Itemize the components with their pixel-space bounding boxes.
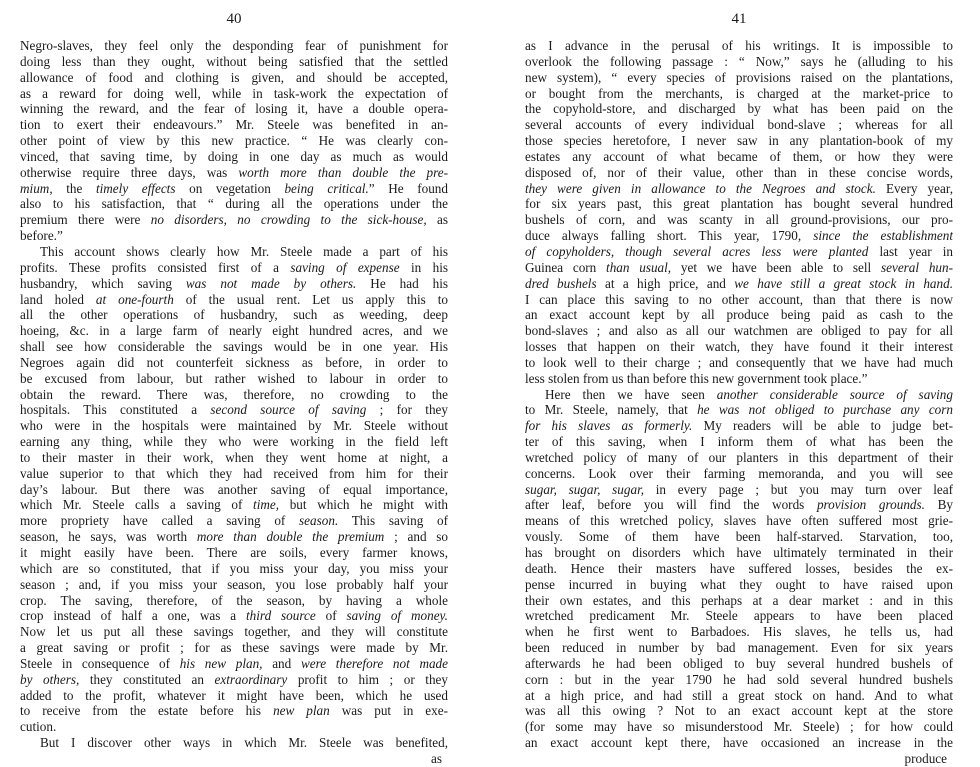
text-line: season, he says, was worth more than double the premium ; and so — [20, 529, 448, 545]
text-line: been reduced in number by bad management. Even for six years — [525, 640, 953, 656]
text-line: to look well to their charge ; and consequently that we have had much — [525, 354, 953, 370]
right-page — [525, 0, 953, 766]
text-line: wretched policy of many of our planters in this department of their — [525, 449, 953, 465]
text-line: vously. Some of them have been half-starved. Starvation, too, — [525, 529, 953, 545]
text-line: crop. The saving, therefore, of the season, by having a whole — [20, 592, 448, 608]
text-line: those species heretofore, I never saw in any plantation-book of my — [525, 133, 953, 149]
text-line: otherwise require three days, was worth more than double the pre- — [20, 164, 448, 180]
text-line: as a reward for doing well, while in task-work the expectation of — [20, 85, 448, 101]
page-text — [20, 38, 448, 767]
text-line: obtain the reward. There was, therefore, no crowding to the — [20, 386, 448, 402]
text-line: Steele in consequence of his new plan, and were therefore not made — [20, 655, 448, 671]
text-line: a great saving or profit ; for as these savings were made by Mr. — [20, 640, 448, 656]
text-line: But I discover other ways in which Mr. Steele was benefited, — [40, 735, 448, 751]
text-line: means of this wretched policy, slaves have often suffered most grie- — [525, 513, 953, 529]
text-line: or bought from the merchants, is charged at the market-price to — [525, 85, 953, 101]
text-line: after leaf, before you will find the words provision grounds. By — [525, 497, 953, 513]
text-line: when he first went to Barbadoes. His slaves, he tells us, had — [525, 624, 953, 640]
text-line: which Mr. Steele calls a saving of time, but which he might with — [20, 497, 448, 513]
text-line: also to his satisfaction, that “ during all the operations under the — [20, 196, 448, 212]
text-line: an exact account kept there, have occasioned an increase in the — [525, 735, 953, 751]
page-text — [525, 38, 953, 767]
text-line: Now let us put all these savings together, and they will constitute — [20, 624, 448, 640]
left-page — [20, 0, 448, 766]
text-line: Guinea corn than usual, yet we have been able to sell several hun- — [525, 259, 953, 275]
text-line: shall see how considerable the savings would be in one year. His — [20, 339, 448, 355]
text-line: allowance of food and clothing is given, and should be accepted, — [20, 69, 448, 85]
text-line: estates any account of what became of them, or how they were — [525, 148, 953, 164]
text-line: as I advance in the perusal of his writings. It is impossible to — [525, 38, 953, 53]
text-line: pense incurred in buying what they ought to have raised upon — [525, 576, 953, 592]
text-line: bond-slaves ; and also as all our watchmen are obliged to pay for all — [525, 323, 953, 339]
text-line: This account shows clearly how Mr. Steele made a part of his — [40, 243, 448, 259]
catchword: as — [431, 750, 442, 766]
text-line: duce always falling short. This year, 1790, since the establishment — [525, 228, 953, 244]
text-line: bushels of corn, and was scanty in all ground-provisions, our pro- — [525, 212, 953, 228]
page-number: 40 — [226, 11, 242, 27]
text-line: husbandry, which saving was not made by others. He had his — [20, 275, 448, 291]
text-line: to Mr. Steele, namely, that he was not obliged to purchase any corn — [525, 402, 953, 418]
text-line: I can place this saving to no other account, than that there is now — [525, 291, 953, 307]
text-line: for six years past, this great plantation has bought several hundred — [525, 196, 953, 212]
text-line: dred bushels at a high price, and we have still a great stock in hand. — [525, 275, 953, 291]
text-line: was all this owing ? Not to an exact account kept at the store — [525, 703, 953, 719]
text-line: earning any thing, while they who were working in the field left — [20, 434, 448, 450]
text-line: doing less than they ought, without being satisfied that the settled — [20, 53, 448, 69]
text-line: profits. These profits consisted first of a saving of expense in his — [20, 259, 448, 275]
text-line: winning the reward, and the fear of losing it, have a double opera- — [20, 101, 448, 117]
text-line: to their master in their work, when they went home at night, a — [20, 449, 448, 465]
text-line: less stolen from us than before this new government took place.” — [525, 370, 868, 386]
text-line: sugar, sugar, sugar, in every page ; but you may turn over leaf — [525, 481, 953, 497]
text-line: who were in the hospitals were maintained by Mr. Steele without — [20, 418, 448, 434]
text-line: hospitals. This constituted a second source of saving ; for they — [20, 402, 448, 418]
text-line: has brought on disorders which have ultimately terminated in their — [525, 545, 953, 560]
text-line: Negroes again did not counterfeit sickness as before, in order to — [20, 354, 448, 370]
text-line: be excused from labour, but rather wished to labour in order to — [20, 370, 448, 386]
page-number: 41 — [731, 11, 747, 27]
text-line: several accounts of every individual bond-slave ; whereas for all — [525, 117, 953, 133]
text-line: vinced, that saving time, by doing in one day as much as would — [20, 148, 448, 164]
text-line: more propriety have called a saving of season. This saving of — [20, 513, 448, 529]
text-line: an exact account kept by all produce being paid as cash to the — [525, 307, 953, 323]
text-line: other point of view by this new practice. “ He was clearly con- — [20, 133, 448, 149]
text-line: their own estates, and this perhaps at a dear market : and in this — [525, 592, 953, 608]
text-line: new system), “ every species of provisions raised on the plantations, — [525, 69, 953, 85]
text-line: Negro-slaves, they feel only the desponding fear of punishment for — [20, 38, 448, 53]
text-line: land holed at one-fourth of the usual rent. Let us apply this to — [20, 291, 448, 307]
text-line: before.” — [20, 228, 63, 244]
text-line: all the other operations of husbandry, such as weeding, deep — [20, 307, 448, 323]
text-line: for his slaves as formerly. My readers will be able to judge bet- — [525, 418, 953, 434]
text-line: it might easily have been. There are soils, every farmer knows, — [20, 545, 448, 560]
text-line: cution. — [20, 719, 57, 735]
text-line: day’s labour. But there was another saving of equal importance, — [20, 481, 448, 497]
text-line: crop instead of half a one, was a third source of saving of money. — [20, 608, 448, 624]
text-line: wretched predicament Mr. Steele appears to have been placed — [525, 608, 953, 624]
text-line: at a high price, and had still a great stock on hand. And to what — [525, 687, 953, 703]
catchword: produce — [904, 750, 947, 766]
text-line: (for some may have so misunderstood Mr. Steele) ; for how could — [525, 719, 953, 735]
text-line: value superior to that which they had received from him for their — [20, 465, 448, 481]
text-line: overlook the following passage : “ Now,” says he (alluding to his — [525, 53, 953, 69]
text-line: of copyholders, though several acres less were planted last year in — [525, 243, 953, 259]
text-line: disposed of, nor of their value, other than in these concise words, — [525, 164, 953, 180]
text-line: added to the profit, whatever it might have been, which he used — [20, 687, 448, 703]
text-line: by others, they constituted an extraordinary profit to him ; or they — [20, 671, 448, 687]
text-line: Here then we have seen another considerable source of saving — [545, 386, 953, 402]
text-line: they were given in allowance to the Negroes and stock. Every year, — [525, 180, 953, 196]
text-line: losses that happen on their watch, they have found it their interest — [525, 339, 953, 355]
text-line: concerns. Look over their farming memoranda, and you will see — [525, 465, 953, 481]
text-line: to receive from the estate before his new plan was put in exe- — [20, 703, 448, 719]
text-line: afterwards he had been obliged to buy several hundred bushels of — [525, 655, 953, 671]
text-line: premium there were no disorders, no crowding to the sick-house, as — [20, 212, 448, 228]
text-line: death. Hence their masters have suffered losses, besides the ex- — [525, 560, 953, 576]
text-line: tion to exert their endeavours.” Mr. Steele was benefited in an- — [20, 117, 448, 133]
text-line: ter of this saving, when I inform them of what has been the — [525, 434, 953, 450]
text-line: hoeing, &c. in a large farm of nearly eight hundred acres, and we — [20, 323, 448, 339]
text-line: the copyhold-store, and discharged by what has been paid on the — [525, 101, 953, 117]
text-line: which are so constituted, that if you miss your day, you miss your — [20, 560, 448, 576]
text-line: mium, the timely effects on vegetation being critical.” He found — [20, 180, 448, 196]
text-line: season ; and, if you miss your season, you lose probably half your — [20, 576, 448, 592]
text-line: corn : but in the year 1790 he had sold several hundred bushels — [525, 671, 953, 687]
